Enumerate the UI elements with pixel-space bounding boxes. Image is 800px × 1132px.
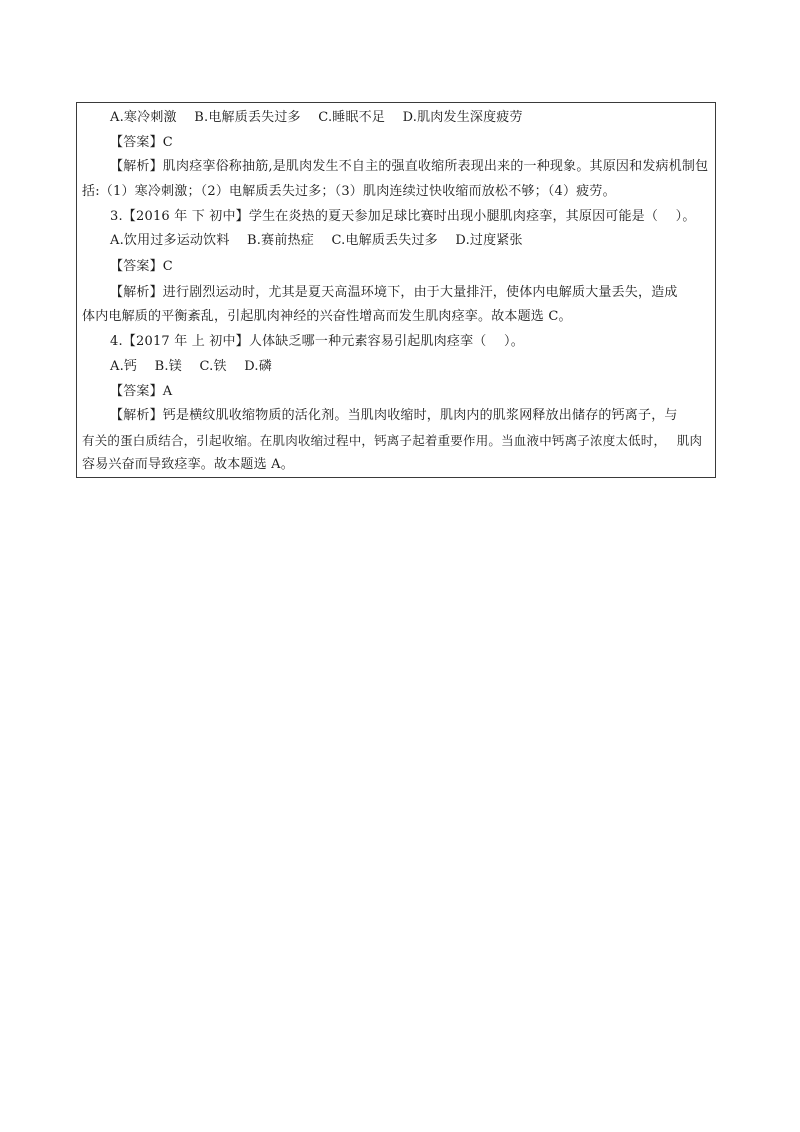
q2-answer: 【答案】C — [110, 135, 173, 150]
q4-options: A.钙 B.镁 C.铁 D.磷 — [110, 359, 272, 374]
q2-analysis-line-2: 括:（1）寒冷刺激；（2）电解质丢失过多；（3）肌肉连续过快收缩而放松不够；（4）疲劳。 — [82, 184, 616, 199]
q4-analysis-line-3: 容易兴奋而导致痉挛。故本题选 A。 — [82, 457, 294, 472]
q3-stem: 3.【2016 年 下 初中】学生在炎热的夏天参加足球比赛时出现小腿肌肉痉挛，其原因可能是（ ）。 — [110, 209, 696, 224]
q2-analysis-line-1: 【解析】肌肉痉挛俗称抽筋,是肌肉发生不自主的强直收缩所表现出来的一种现象。其原因和发病机制包 — [110, 159, 709, 174]
q3-options: A.饮用过多运动饮料 B.赛前热症 C.电解质丢失过多 D.过度紧张 — [110, 233, 523, 248]
q4-analysis-line-2: 有关的蛋白质结合，引起收缩。在肌肉收缩过程中，钙离子起着重要作用。当血液中钙离子浓度太低时， 肌肉 — [82, 433, 703, 448]
q4-stem: 4.【2017 年 上 初中】人体缺乏哪一种元素容易引起肌肉痉挛（ ）。 — [110, 334, 524, 349]
q3-answer: 【答案】C — [110, 259, 173, 274]
q4-answer: 【答案】A — [110, 384, 173, 399]
q3-analysis-line-1: 【解析】进行剧烈运动时，尤其是夏天高温环境下，由于大量排汗，使体内电解质大量丢失，造成 — [110, 285, 678, 300]
q4-analysis-line-1: 【解析】钙是横纹肌收缩物质的活化剂。当肌肉收缩时，肌肉内的肌浆网释放出储存的钙离子，与 — [110, 408, 678, 423]
q3-analysis-line-2: 体内电解质的平衡紊乱，引起肌肉神经的兴奋性增高而发生肌肉痉挛。故本题选 C。 — [82, 309, 572, 324]
q2-options: A.寒冷刺激 B.电解质丢失过多 C.睡眠不足 D.肌肉发生深度疲劳 — [110, 110, 523, 125]
question-box — [76, 102, 716, 478]
